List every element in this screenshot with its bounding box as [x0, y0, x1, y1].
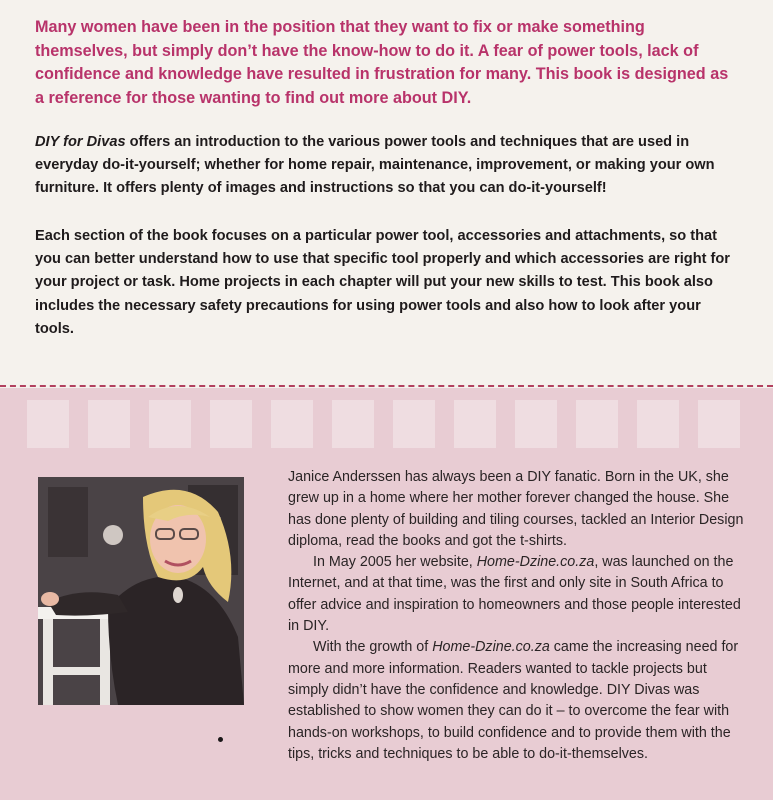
website-name-2: Home-Dzine.co.za	[432, 639, 550, 656]
book-title: DIY for Divas	[35, 134, 126, 150]
bio-p2-start: In May 2005 her website,	[313, 554, 477, 571]
description-paragraph	[35, 131, 735, 201]
author-photo	[38, 477, 244, 705]
print-speck	[218, 737, 223, 742]
bio-p3-start: With the growth of	[313, 639, 433, 656]
bio-p2-end: , was launched on the Internet, and at that time, was the first and only site in South Africa to offer advice and inspiration to homeowners and those people interested in DIY.	[288, 554, 741, 635]
bio-paragraph-1: Janice Anderssen has always been a DIY fanatic. Born in the UK, she grew up in a home where her mother forever changed the house. She has done plenty of building and tiling courses, tackled an Interior Design diploma, read the books and got the t-shirts.	[288, 469, 744, 549]
description-text: offers an introduction to the various power tools and techniques that are used in everyday do-it-yourself; whether for home repair, maintenance, improvement, or making your own furniture. It offers plenty of images and instructions so that you can do-it-yourself!	[35, 134, 715, 197]
dashed-divider	[0, 385, 773, 387]
sections-paragraph: Each section of the book focuses on a particular power tool, accessories and attachments, so that you can better understand how to use that specific tool properly and which accessories are right for your project or task. Home projects in each chapter will put your new skills to test. This book also includes the necessary safety precautions for using power tools and also how to look after your tools.	[35, 228, 730, 337]
bio-p3-end: came the increasing need for more and more information. Readers wanted to tackle projects but simply didn’t have the confidence and knowledge. DIY Divas was established to show women they can do it – to overcome the fear with hands-on workshops, to build confidence and to provide them with the tips, tricks and techniques to be able to do-it-themselves.	[288, 639, 739, 762]
author-bio	[288, 467, 748, 765]
decorative-band	[0, 400, 773, 448]
website-name: Home-Dzine.co.za	[476, 554, 595, 571]
bio-paragraph-2	[288, 552, 748, 637]
bio-paragraph-3	[288, 637, 748, 765]
intro-paragraph: Many women have been in the position that they want to fix or make something themselves, but simply don’t have the know-how to do it. A fear of power tools, lack of confidence and knowledge have resulted in frustration for many. This book is designed as a reference for those wanting to find out more about DIY.	[35, 18, 729, 107]
